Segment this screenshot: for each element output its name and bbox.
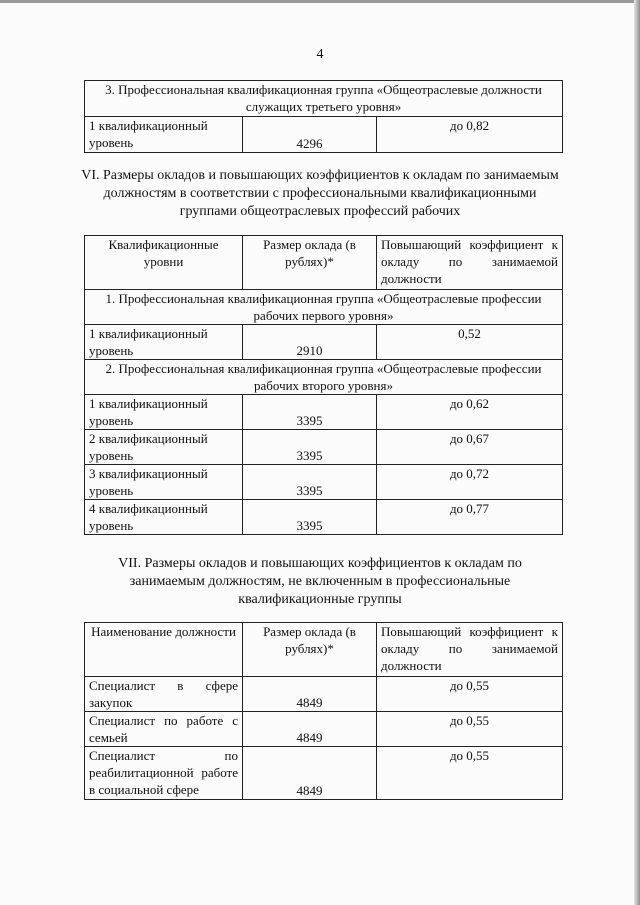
salary-value: 4296 (243, 117, 377, 153)
table-section-vi (84, 235, 563, 535)
table-row (85, 430, 563, 465)
table-header-row (85, 623, 563, 677)
section-vi-title: VI. Размеры окладов и повышающих коэффициентов к окладам по занимаемым должностям в соответствии с профессиональными квалификационными группами общеотраслевых профессий рабочих (81, 168, 559, 219)
salary-value: 2910 (243, 325, 377, 360)
table-row (85, 747, 563, 800)
level-name: 4 квалификационный уровень (85, 500, 243, 535)
level-name: 2 квалификационный уровень (85, 430, 243, 465)
group-title: 3. Профессиональная квалификационная группа «Общеотраслевые должности служащих третьего уровня» (85, 81, 563, 117)
salary-value: 4849 (243, 712, 377, 747)
header-salary: Размер оклада (в рублях)* (243, 623, 377, 677)
table-group3-employees (84, 80, 563, 153)
table-row (85, 325, 563, 360)
level-name: 3 квалификационный уровень (85, 465, 243, 500)
salary-value: 3395 (243, 465, 377, 500)
header-levels: Квалификационные уровни (85, 236, 243, 290)
group-title: 1. Профессиональная квалификационная группа «Общеотраслевые профессии рабочих первого уровня» (85, 290, 563, 325)
level-name: 1 квалификационный уровень (85, 117, 243, 153)
level-name: 1 квалификационный уровень (85, 395, 243, 430)
scan-top-edge (0, 0, 640, 3)
section-vii-title: VII. Размеры окладов и повышающих коэффициентов к окладам по занимаемым должностям, не включенным в профессиональные квалификационные группы (118, 556, 522, 607)
salary-value: 4849 (243, 747, 377, 800)
table-row (85, 395, 563, 430)
position-name: Специалист по работе с семьей (85, 712, 243, 747)
position-name: Специалист по реабилитационной работе в социальной сфере (85, 747, 243, 800)
header-salary: Размер оклада (в рублях)* (243, 236, 377, 290)
coefficient-value: до 0,72 (377, 465, 563, 500)
header-coefficient: Повышающий коэффициент к окладу по занимаемой должности (377, 236, 563, 290)
coefficient-value: до 0,62 (377, 395, 563, 430)
salary-value: 4849 (243, 677, 377, 712)
coefficient-value: до 0,67 (377, 430, 563, 465)
table-row (85, 465, 563, 500)
table-row (85, 677, 563, 712)
coefficient-value: до 0,55 (377, 677, 563, 712)
scan-right-edge (634, 0, 640, 905)
coefficient-value: до 0,77 (377, 500, 563, 535)
header-position-name: Наименование должности (85, 623, 243, 677)
table-row (85, 117, 563, 153)
coefficient-value: до 0,55 (377, 747, 563, 800)
table-row (85, 712, 563, 747)
table-row (85, 500, 563, 535)
coefficient-value: до 0,82 (377, 117, 563, 153)
coefficient-value: 0,52 (377, 325, 563, 360)
salary-value: 3395 (243, 430, 377, 465)
salary-value: 3395 (243, 500, 377, 535)
position-name: Специалист в сфере закупок (85, 677, 243, 712)
salary-value: 3395 (243, 395, 377, 430)
group-title: 2. Профессиональная квалификационная группа «Общеотраслевые профессии рабочих второго уровня» (85, 360, 563, 395)
level-name: 1 квалификационный уровень (85, 325, 243, 360)
header-coefficient: Повышающий коэффициент к окладу по занимаемой должности (377, 623, 563, 677)
page-number: 4 (316, 47, 324, 62)
table-header-row (85, 236, 563, 290)
table-section-vii (84, 622, 563, 800)
coefficient-value: до 0,55 (377, 712, 563, 747)
